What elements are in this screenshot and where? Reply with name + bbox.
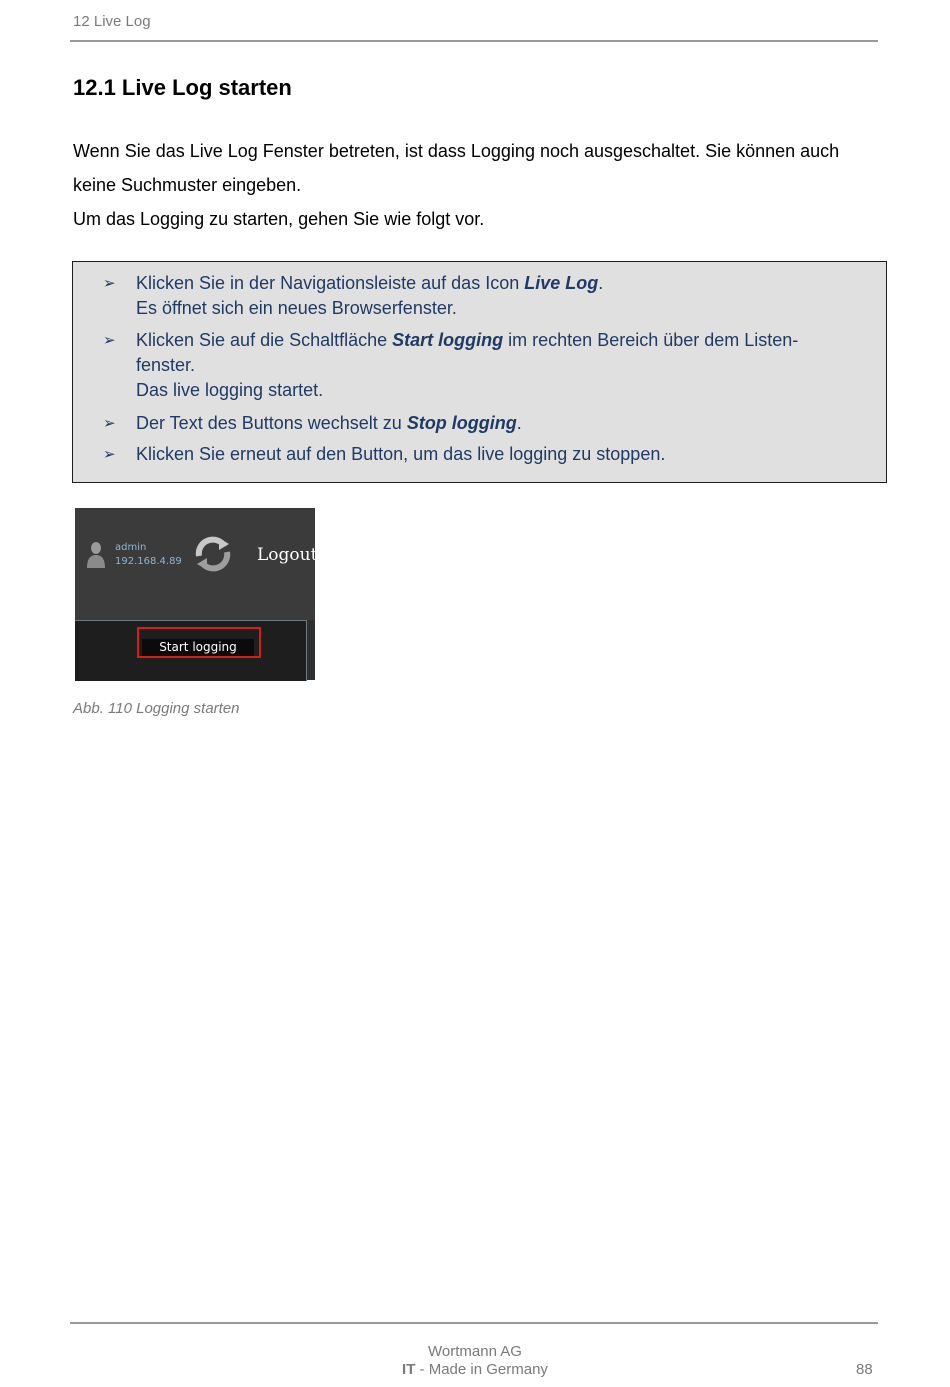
start-logging-button[interactable]: Start logging [142,639,254,656]
intro-text [73,134,873,236]
step-2-text: Klicken Sie auf die Schaltfläche [136,330,393,350]
intro-paragraph-1: Wenn Sie das Live Log Fenster betreten, ist dass Logging noch ausgeschaltet. Sie können auch keine Suchmuster eingeben. [73,141,840,195]
figure-caption: Abb. 110 Logging starten [73,700,240,717]
step-1-emphasis: Live Log [524,273,599,293]
step-2-line-2: fenster. [136,355,196,375]
step-1-text: Klicken Sie in der Navigationsleiste auf das Icon [136,273,525,293]
step-2-line-3: Das live logging startet. [136,380,324,400]
panel-edge [307,620,315,680]
arrow-bullet-icon: ➢ [103,446,116,463]
step-3-emphasis: Stop logging [406,413,517,433]
intro-paragraph-2: Um das Logging zu starten, gehen Sie wie folgt vor. [73,209,485,229]
footer-company: Wortmann AG [428,1343,522,1360]
arrow-bullet-icon: ➢ [103,275,116,292]
instruction-box [72,261,887,483]
arrow-bullet-icon: ➢ [103,415,116,432]
step-1-text-end: . [598,273,604,293]
user-name: admin [115,542,147,553]
step-2-text-end: im rechten Bereich über dem Listen- [503,330,799,350]
user-ip: 192.168.4.89 [115,556,182,567]
user-avatar-icon [86,541,106,569]
logout-link[interactable]: Logout [257,545,318,565]
step-4-text: Klicken Sie erneut auf den Button, um das live logging zu stoppen. [136,444,666,464]
footer-tagline-bold: IT [402,1361,416,1378]
step-3-text-end: . [516,413,522,433]
section-title: 12.1 Live Log starten [73,75,292,100]
highlight-frame [137,627,261,658]
refresh-icon[interactable] [193,536,233,572]
running-header: 12 Live Log [73,13,151,30]
arrow-bullet-icon: ➢ [103,332,116,349]
footer-tagline-rest: - Made in Germany [415,1361,548,1378]
footer-tagline [0,1361,950,1378]
step-2-emphasis: Start logging [392,330,504,350]
page-number: 88 [856,1361,873,1378]
footer-rule [70,1322,878,1324]
step-1-line-2: Es öffnet sich ein neues Browserfenster. [136,298,457,318]
header-rule [70,40,878,42]
step-3-text: Der Text des Buttons wechselt zu [136,413,407,433]
